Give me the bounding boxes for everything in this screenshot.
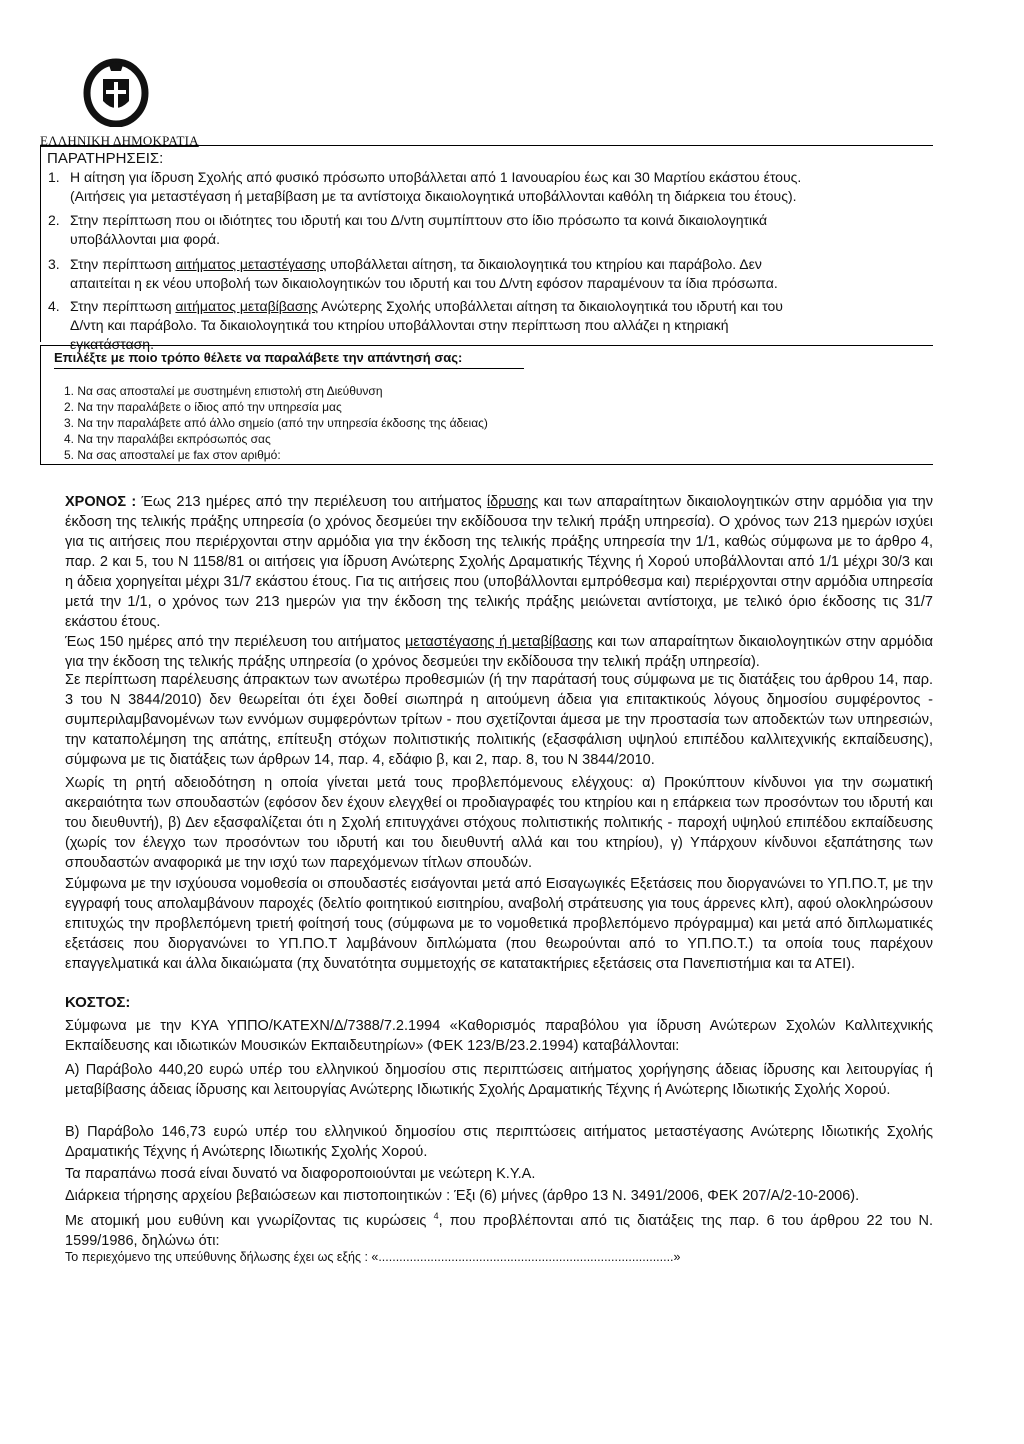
retention-note: Διάρκεια τήρησης αρχείου βεβαιώσεων και πιστοποιητικών : Έξι (6) μήνες (άρθρο 13 Ν. 3491/2006, ΦΕΚ 207/Α/2-10-2006).	[65, 1188, 860, 1204]
cost-note: Τα παραπάνω ποσά είναι δυνατό να διαφοροποιούνται με νεώτερη Κ.Υ.Α.	[65, 1166, 536, 1182]
note-1: 1. Η αίτηση για ίδρυση Σχολής από φυσικό πρόσωπο υποβάλλεται από 1 Ιανουαρίου έως και 30 Μαρτίου εκάστου έτους. (Αιτήσεις για μεταστέγαση ή μεταβίβαση με τα αντίστοιχα δικαιολογητικά υποβάλλονται καθόλη τη διάρκεια του έτους).	[48, 169, 802, 204]
reply-option-1: 1. Να σας αποσταλεί με συστημένη επιστολή στη Διεύθυνση	[64, 384, 383, 398]
cost-item-a: Α) Παράβολο 440,20 ευρώ υπέρ του ελληνικού δημοσίου στις περιπτώσεις αιτήματος χορήγησης άδειας ίδρυσης και λειτουργίας ή μεταβίβασης άδειας ίδρυσης και λειτουργίας Ανώτερης Ιδιωτικής Σχολής Δραματικής Τέχνης ή Ανώτερης Ιδιωτικής Σχολής Χορού.	[65, 1062, 933, 1098]
divider	[54, 368, 524, 369]
time-paragraph-5: Σύμφωνα με την ισχύουσα νομοθεσία οι σπουδαστές εισάγονται μετά από Εισαγωγικές Εξετάσεις που διοργανώνει το ΥΠ.ΠΟ.Τ, με την εγγραφή τους απολαμβάνουν παροχές (δελτίο φοιτητικού εισιτηρίου, αναβολή στράτευσης για τους άρρενες κλπ), αφού ολοκληρώσουν επιτυχώς την προβλεπόμενη τριετή φοίτησή τους (σύμφωνα με το νομοθετικά προβλεπόμενο πρόγραμμα) και μετά από διπλωματικές εξετάσεις που διοργανώνει το ΥΠ.ΠΟ.Τ λαμβάνουν διπλώματα (που θεωρούνται από το ΥΠ.ΠΟ.Τ.) τα οποία τους παρέχουν επαγγελματικά και άλλα δικαιώματα (πχ δυνατότητα συμμετοχής σε κατατακτήριες εξετάσεις στα Πανεπιστήμια και τα ΑΤΕΙ).	[65, 876, 933, 972]
note-3: 3. Στην περίπτωση αιτήματος μεταστέγασης υποβάλλεται αίτηση, τα δικαιολογητικά του κτηρίου και παράβολο. Δεν απαιτείται η εκ νέου υποβολή των δικαιολογητικών του ιδρυτή και του Δ/ντη εφόσον παραμένουν τα ίδια πρόσωπα.	[48, 256, 778, 291]
reply-option-2: 2. Να την παραλάβετε ο ίδιος από την υπηρεσία μας	[64, 400, 342, 414]
reply-option-4: 4. Να την παραλάβει εκπρόσωπός σας	[64, 432, 271, 446]
declaration-text: Με ατομική μου ευθύνη και γνωρίζοντας τις κυρώσεις $^4$, που προβλέπονται από τις διατάξεις της παρ. 6 του άρθρου 22 του Ν. 1599/1986, δηλώνω ότι:	[65, 1211, 933, 1249]
time-paragraph-1: ΧΡΟΝΟΣ : Έως 213 ημέρες από την περιέλευση του αιτήματος ίδρυσης και των απαραίτητων δικαιολογητικών στην αρμόδια για την έκδοση της τελικής πράξης υπηρεσία (ο χρόνος δεσμεύει την εκδίδουσα την τελική πράξη υπηρεσία). Ο χρόνος των 213 ημερών ισχύει για τις αιτήσεις που περιέρχονται στην αρμόδια για την έκδοση της τελικής πράξης υπηρεσία την 1/1, καθώς σύμφωνα με το άρθρο 4, παρ. 2 και 5, του Ν 1158/81 οι αιτήσεις για ίδρυση Ανώτερης Σχολής Δραματικής Τέχνης ή Χορού υποβάλλονται από 1/1 μέχρι 30/3 και η άδεια χορηγείται μέχρι 31/7 εκάστου έτους. Για τις αιτήσεις που (υποβάλλονται εμπρόθεσμα και) περιέρχονται στην αρμόδια υπηρεσία μετά την 1/1, ο χρόνος των 213 ημερών για την έκδοση της τελικής πράξης μειώνεται αντίστοιχα, με τελικό όριο έκδοσης τις 31/7 εκάστου έτους.	[65, 494, 934, 630]
time-paragraph-2: Έως 150 ημέρες από την περιέλευση του αιτήματος μεταστέγασης ή μεταβίβασης και των απαραίτητων δικαιολογητικών στην αρμόδια για την έκδοση της τελικής πράξης υπηρεσία (ο χρόνος δεσμεύει την εκδίδουσα την τελική πράξη υπηρεσία).	[65, 634, 933, 670]
time-paragraph-3: Σε περίπτωση παρέλευσης άπρακτων των ανωτέρω προθεσμιών (ή την παράτασή τους σύμφωνα με τις διατάξεις του άρθρου 14, παρ. 3 του Ν 3844/2010) δεν θεωρείται ότι έχει δοθεί σιωπηρά η αιτούμενη άδεια για επιτακτικούς λόγους δημοσίου συμφέροντος - συμπεριλαμβανομένων των εννόμων συμφερόντων τρίτων - που σχετίζονται άμεσα με την προστασία των αποδεκτών των υπηρεσιών, την καταπολέμηση της απάτης, επίτευξη στόχων πολιτιστικής πολιτικής (εξασφάλιση υψηλού επιπέδου καλλιτεχνικής εκπαίδευσης), σύμφωνα με τις διατάξεις των άρθρων 14, παρ. 4, εδάφιο β, και 2, παρ. 8, του Ν 3844/2010.	[65, 672, 933, 768]
state-name: ΕΛΛΗΝΙΚΗ ΔΗΜΟΚΡΑΤΙΑ	[40, 133, 199, 148]
reply-option-3: 3. Να την παραλάβετε από άλλο σημείο (από την υπηρεσία έκδοσης της άδειας)	[64, 416, 488, 430]
cost-item-b: Β) Παράβολο 146,73 ευρώ υπέρ του ελληνικού δημοσίου στις περιπτώσεις αιτήματος μεταστέγασης Ανώτερης Ιδιωτικής Σχολής Δραματικής Τέχνης ή Ανώτερης Ιδιωτικής Σχολής Χορού.	[65, 1124, 933, 1160]
cost-intro: Σύμφωνα με την ΚΥΑ ΥΠΠΟ/ΚΑΤΕΧΝ/Δ/7388/7.2.1994 «Καθορισμός παραβόλου για ίδρυση Ανώτερων Σχολών Καλλιτεχνικής Εκπαίδευσης και ιδιωτικών Μουσικών Εκπαιδευτηρίων» (ΦΕΚ 123/Β/23.2.1994) καταβάλλονται:	[65, 1018, 933, 1054]
reply-title: Επιλέξτε με ποιο τρόπο θέλετε να παραλάβετε την απάντησή σας:	[54, 350, 463, 365]
note-2: 2. Στην περίπτωση που οι ιδιότητες του ιδρυτή και του Δ/ντη συμπίπτουν στο ίδιο πρόσωπο τα κοινά δικαιολογητικά υποβάλλονται μια φορά.	[48, 212, 768, 247]
reply-option-5: 5. Να σας αποσταλεί με fax στον αριθμό:	[64, 448, 281, 462]
notes-title: ΠΑΡΑΤΗΡΗΣΕΙΣ:	[47, 150, 164, 167]
note-4: 4. Στην περίπτωση αιτήματος μεταβίβασης Ανώτερης Σχολής υποβάλλεται αίτηση τα δικαιολογητικά του ιδρυτή και του Δ/ντη και παράβολο. Τα δικαιολογητικά του κτηρίου υποβάλλονται στην περίπτωση που αλλάζει η κτηριακή εγκατάσταση.	[48, 298, 783, 352]
declaration-content: Το περιεχόμενο της υπεύθυνης δήλωσης έχει ως εξής : «.....................................................................................»	[65, 1250, 681, 1264]
time-paragraph-4: Χωρίς τη ρητή αδειοδότηση η οποία γίνεται μετά τους προβλεπόμενους ελέγχους: α) Προκύπτουν κίνδυνοι για την σωματική ακεραιότητα των σπουδαστών (εφόσον δεν έχουν ελεγχθεί οι προδιαγραφές του κτηρίου και η επάρκεια των προσόντων του ιδρυτή και του διευθυντή), β) Δεν εξασφαλίζεται ότι η Σχολή επιτυγχάνει στόχους πολιτιστικής πολιτικής - παροχή υψηλού επιπέδου εκπαίδευσης (χωρίς τον έλεγχο των προσόντων του ιδρυτή και του διευθυντή αλλά και του κτηρίου), γ) Υπάρχουν κίνδυνοι εξαπάτησης των σπουδαστών αναφορικά με την ισχύ των παρεχόμενων τίτλων σπουδών.	[65, 775, 933, 871]
cost-title: ΚΟΣΤΟΣ:	[65, 994, 131, 1011]
greek-coat-of-arms-icon	[83, 57, 149, 127]
